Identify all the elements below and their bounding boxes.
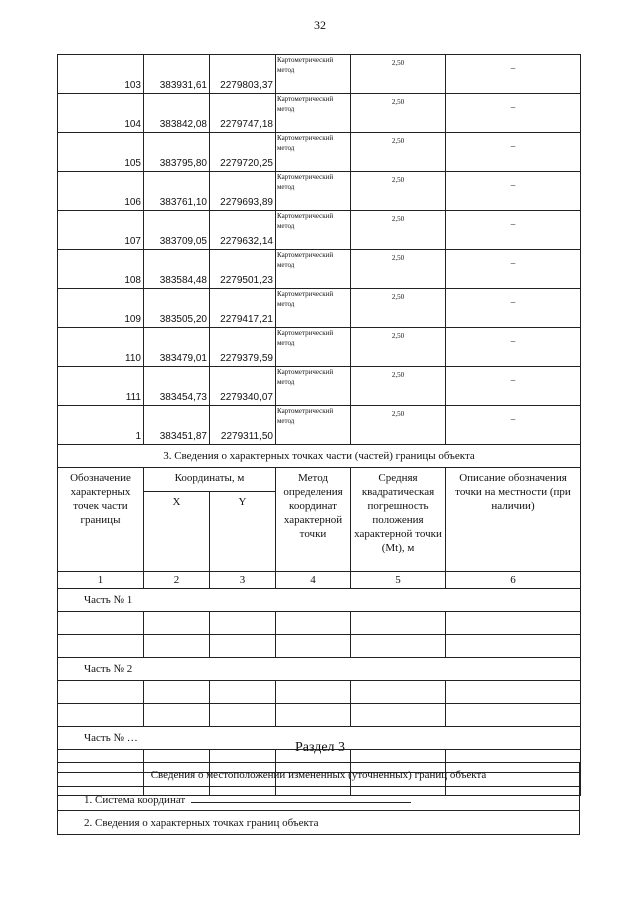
point-method: Картометрический метод	[276, 211, 351, 250]
point-number: 105	[58, 133, 144, 172]
razdel-title: Раздел 3	[294, 740, 346, 755]
point-number: 111	[58, 367, 144, 406]
point-number: 107	[58, 211, 144, 250]
point-description: –	[446, 133, 581, 172]
part-label: Часть № …	[58, 727, 581, 750]
page-number: 32	[314, 18, 326, 32]
point-y: 2279501,23	[210, 250, 276, 289]
point-y: 2279720,25	[210, 133, 276, 172]
point-number: 109	[58, 289, 144, 328]
column-number: 3	[210, 572, 276, 589]
point-x: 383709,05	[144, 211, 210, 250]
point-error: 2,50	[351, 328, 446, 367]
point-y: 2279417,21	[210, 289, 276, 328]
point-error: 2,50	[351, 94, 446, 133]
part-label: Часть № 1	[58, 589, 581, 612]
point-row	[58, 55, 581, 94]
point-description: –	[446, 94, 581, 133]
part-label: Часть № 2	[58, 658, 581, 681]
point-y: 2279311,50	[210, 406, 276, 445]
point-number: 106	[58, 172, 144, 211]
point-description: –	[446, 289, 581, 328]
point-method: Картометрический метод	[276, 94, 351, 133]
point-number: 103	[58, 55, 144, 94]
point-error: 2,50	[351, 211, 446, 250]
point-description: –	[446, 367, 581, 406]
points-table	[57, 54, 581, 796]
point-number: 104	[58, 94, 144, 133]
section3-title: 3. Сведения о характерных точках части (частей) границы объекта	[58, 445, 581, 468]
point-error: 2,50	[351, 133, 446, 172]
point-description: –	[446, 406, 581, 445]
point-row	[58, 133, 581, 172]
point-row	[58, 211, 581, 250]
header-error: Средняя квадратическая погрешность положения характерной точки (Mt), м	[351, 468, 446, 572]
point-row	[58, 289, 581, 328]
point-error: 2,50	[351, 172, 446, 211]
point-x: 383795,80	[144, 133, 210, 172]
point-x: 383454,73	[144, 367, 210, 406]
point-number: 110	[58, 328, 144, 367]
point-number: 1	[58, 406, 144, 445]
point-x: 383842,08	[144, 94, 210, 133]
point-error: 2,50	[351, 55, 446, 94]
header-coordinates: Координаты, м	[144, 468, 276, 492]
point-description: –	[446, 172, 581, 211]
point-method: Картометрический метод	[276, 367, 351, 406]
razdel-table	[57, 762, 580, 835]
point-row	[58, 367, 581, 406]
column-number: 1	[58, 572, 144, 589]
point-method: Картометрический метод	[276, 250, 351, 289]
point-method: Картометрический метод	[276, 172, 351, 211]
point-y: 2279803,37	[210, 55, 276, 94]
point-row	[58, 94, 581, 133]
point-row	[58, 172, 581, 211]
point-description: –	[446, 55, 581, 94]
header-description: Описание обозначения точки на местности (при наличии)	[446, 468, 581, 572]
header-point-designation: Обозначение характерных точек части границы	[58, 468, 144, 572]
point-x: 383761,10	[144, 172, 210, 211]
point-description: –	[446, 211, 581, 250]
point-x: 383479,01	[144, 328, 210, 367]
point-x: 383931,61	[144, 55, 210, 94]
point-method: Картометрический метод	[276, 406, 351, 445]
point-description: –	[446, 328, 581, 367]
point-y: 2279340,07	[210, 367, 276, 406]
header-y: Y	[210, 492, 276, 572]
coordinate-system-label: 1. Система координат	[84, 793, 186, 806]
header-method: Метод определения координат характерной точки	[276, 468, 351, 572]
point-error: 2,50	[351, 406, 446, 445]
point-method: Картометрический метод	[276, 328, 351, 367]
points-info-row: 2. Сведения о характерных точках границ объекта	[58, 811, 580, 835]
point-row	[58, 406, 581, 445]
point-x: 383451,87	[144, 406, 210, 445]
point-y: 2279747,18	[210, 94, 276, 133]
column-number: 2	[144, 572, 210, 589]
point-method: Картометрический метод	[276, 55, 351, 94]
point-y: 2279632,14	[210, 211, 276, 250]
point-error: 2,50	[351, 367, 446, 406]
header-x: X	[144, 492, 210, 572]
point-error: 2,50	[351, 250, 446, 289]
point-number: 108	[58, 250, 144, 289]
point-x: 383505,20	[144, 289, 210, 328]
column-number: 4	[276, 572, 351, 589]
point-error: 2,50	[351, 289, 446, 328]
point-x: 383584,48	[144, 250, 210, 289]
point-y: 2279379,59	[210, 328, 276, 367]
point-rows	[58, 55, 581, 445]
column-number: 5	[351, 572, 446, 589]
coordinate-system-row	[58, 787, 580, 811]
coordinate-system-blank[interactable]	[191, 792, 411, 803]
point-y: 2279693,89	[210, 172, 276, 211]
point-method: Картометрический метод	[276, 289, 351, 328]
point-row	[58, 250, 581, 289]
razdel-table-title: Сведения о местоположении измененных (уточненных) границ объекта	[58, 763, 580, 787]
column-number: 6	[446, 572, 581, 589]
point-method: Картометрический метод	[276, 133, 351, 172]
point-row	[58, 328, 581, 367]
point-description: –	[446, 250, 581, 289]
